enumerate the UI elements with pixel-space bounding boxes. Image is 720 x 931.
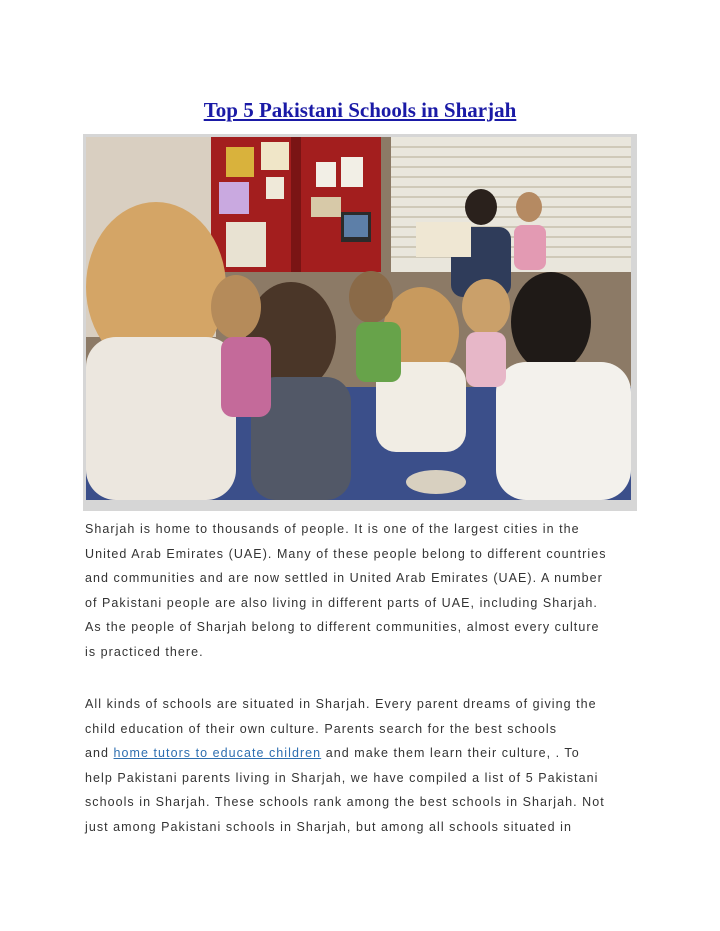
image-frame (83, 134, 637, 511)
document-title[interactable]: Top 5 Pakistani Schools in Sharjah (203, 98, 517, 122)
paragraph-line: Sharjah is home to thousands of people. It is one of the largest cities in the (85, 522, 580, 536)
classroom-photo (86, 137, 631, 500)
link-prefix: and (85, 746, 114, 761)
paragraph-line: United Arab Emirates (UAE). Many of these people belong to different countries (85, 546, 607, 561)
paragraph-line: child education of their own culture. Parents search for the best schools (85, 721, 558, 736)
paragraph-line: is practiced there. (85, 644, 204, 659)
home-tutors-link[interactable]: home tutors to educate children (113, 746, 322, 761)
paragraph-line: just among Pakistani schools in Sharjah, but among all schools situated in (85, 819, 572, 834)
paragraph-intro (85, 517, 645, 665)
paragraph-line: and communities and are now settled in United Arab Emirates (UAE). A number (85, 571, 603, 586)
paragraph-line: help Pakistani parents living in Sharjah, we have compiled a list of 5 Pakistani (85, 770, 599, 785)
paragraph-line: schools in Sharjah. These schools rank among the best schools in Sharjah. Not (85, 795, 605, 810)
paragraph-line-with-link (85, 741, 645, 766)
classroom-photo-illustration (86, 137, 631, 500)
paragraph-line: of Pakistani people are also living in different parts of UAE, including Sharjah. (85, 595, 598, 610)
link-suffix: and make them learn their culture, . To (321, 746, 580, 761)
paragraph-schools (85, 692, 645, 840)
paragraph-line: All kinds of schools are situated in Sharjah. Every parent dreams of giving the (85, 697, 597, 711)
paragraph-line: As the people of Sharjah belong to different communities, almost every culture (85, 620, 600, 635)
